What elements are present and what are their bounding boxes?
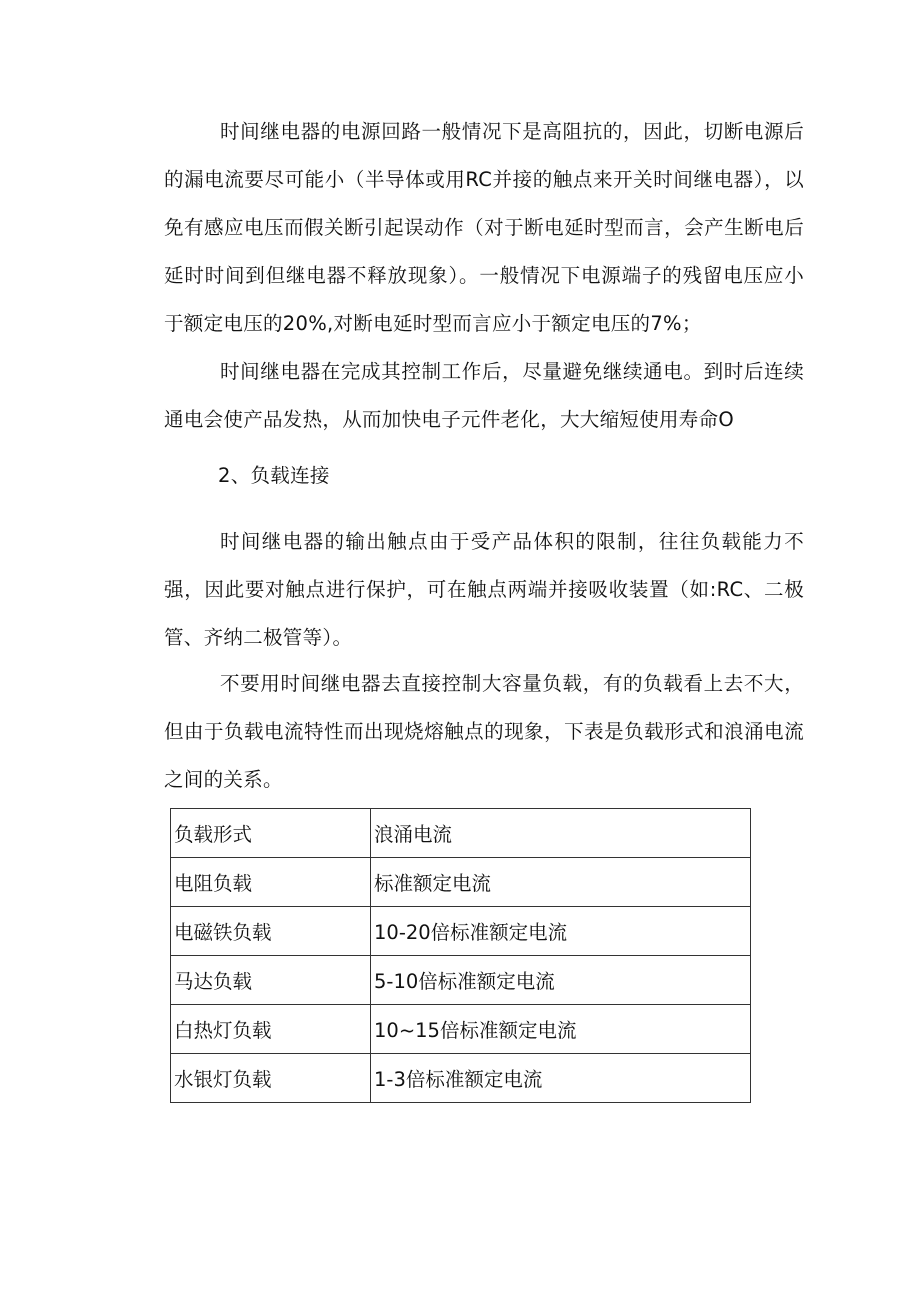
- table-header-row: [171, 809, 751, 858]
- table-header-cell: 负载形式: [171, 809, 371, 858]
- table-cell-surge-current: 10~15倍标准额定电流: [371, 1005, 751, 1054]
- table-cell-load-type: 水银灯负载: [171, 1054, 371, 1103]
- section-heading-load-connection: 2、负载连接: [218, 464, 330, 487]
- table-cell-surge-current: 标准额定电流: [371, 858, 751, 907]
- table-cell-load-type: 马达负载: [171, 956, 371, 1005]
- table-row: [171, 907, 751, 956]
- table-cell-surge-current: 10-20倍标准额定电流: [371, 907, 751, 956]
- table-row: [171, 858, 751, 907]
- table-cell-surge-current: 1-3倍标准额定电流: [371, 1054, 751, 1103]
- table-header-cell: 浪涌电流: [371, 809, 751, 858]
- paragraph-large-load-warning: 不要用时间继电器去直接控制大容量负载，有的负载看上去不大，但由于负载电流特性而出现烧熔触点的现象，下表是负载形式和浪涌电流之间的关系。: [164, 672, 804, 791]
- table-cell-load-type: 白热灯负载: [171, 1005, 371, 1054]
- load-surge-table: [170, 808, 751, 1103]
- paragraph-contact-protection: 时间继电器的输出触点由于受产品体积的限制，往往负载能力不强，因此要对触点进行保护，可在触点两端并接吸收装置（如:RC、二极管、齐纳二极管等）。: [164, 530, 804, 649]
- table-cell-surge-current: 5-10倍标准额定电流: [371, 956, 751, 1005]
- paragraph-power-circuit: 时间继电器的电源回路一般情况下是高阻抗的，因此，切断电源后的漏电流要尽可能小（半导体或用RC并接的触点来开关时间继电器），以免有感应电压而假关断引起误动作（对于断电延时型而言，会产生断电后延时时间到但继电器不释放现象）。一般情况下电源端子的残留电压应小于额定电压的20%,对断电延时型而言应小于额定电压的7%；: [164, 120, 804, 335]
- table-cell-load-type: 电磁铁负载: [171, 907, 371, 956]
- table-row: [171, 1005, 751, 1054]
- paragraph-avoid-continuous-power: 时间继电器在完成其控制工作后，尽量避免继续通电。到时后连续通电会使产品发热，从而加快电子元件老化，大大缩短使用寿命O: [164, 360, 804, 431]
- table-row: [171, 1054, 751, 1103]
- table-row: [171, 956, 751, 1005]
- table-cell-load-type: 电阻负载: [171, 858, 371, 907]
